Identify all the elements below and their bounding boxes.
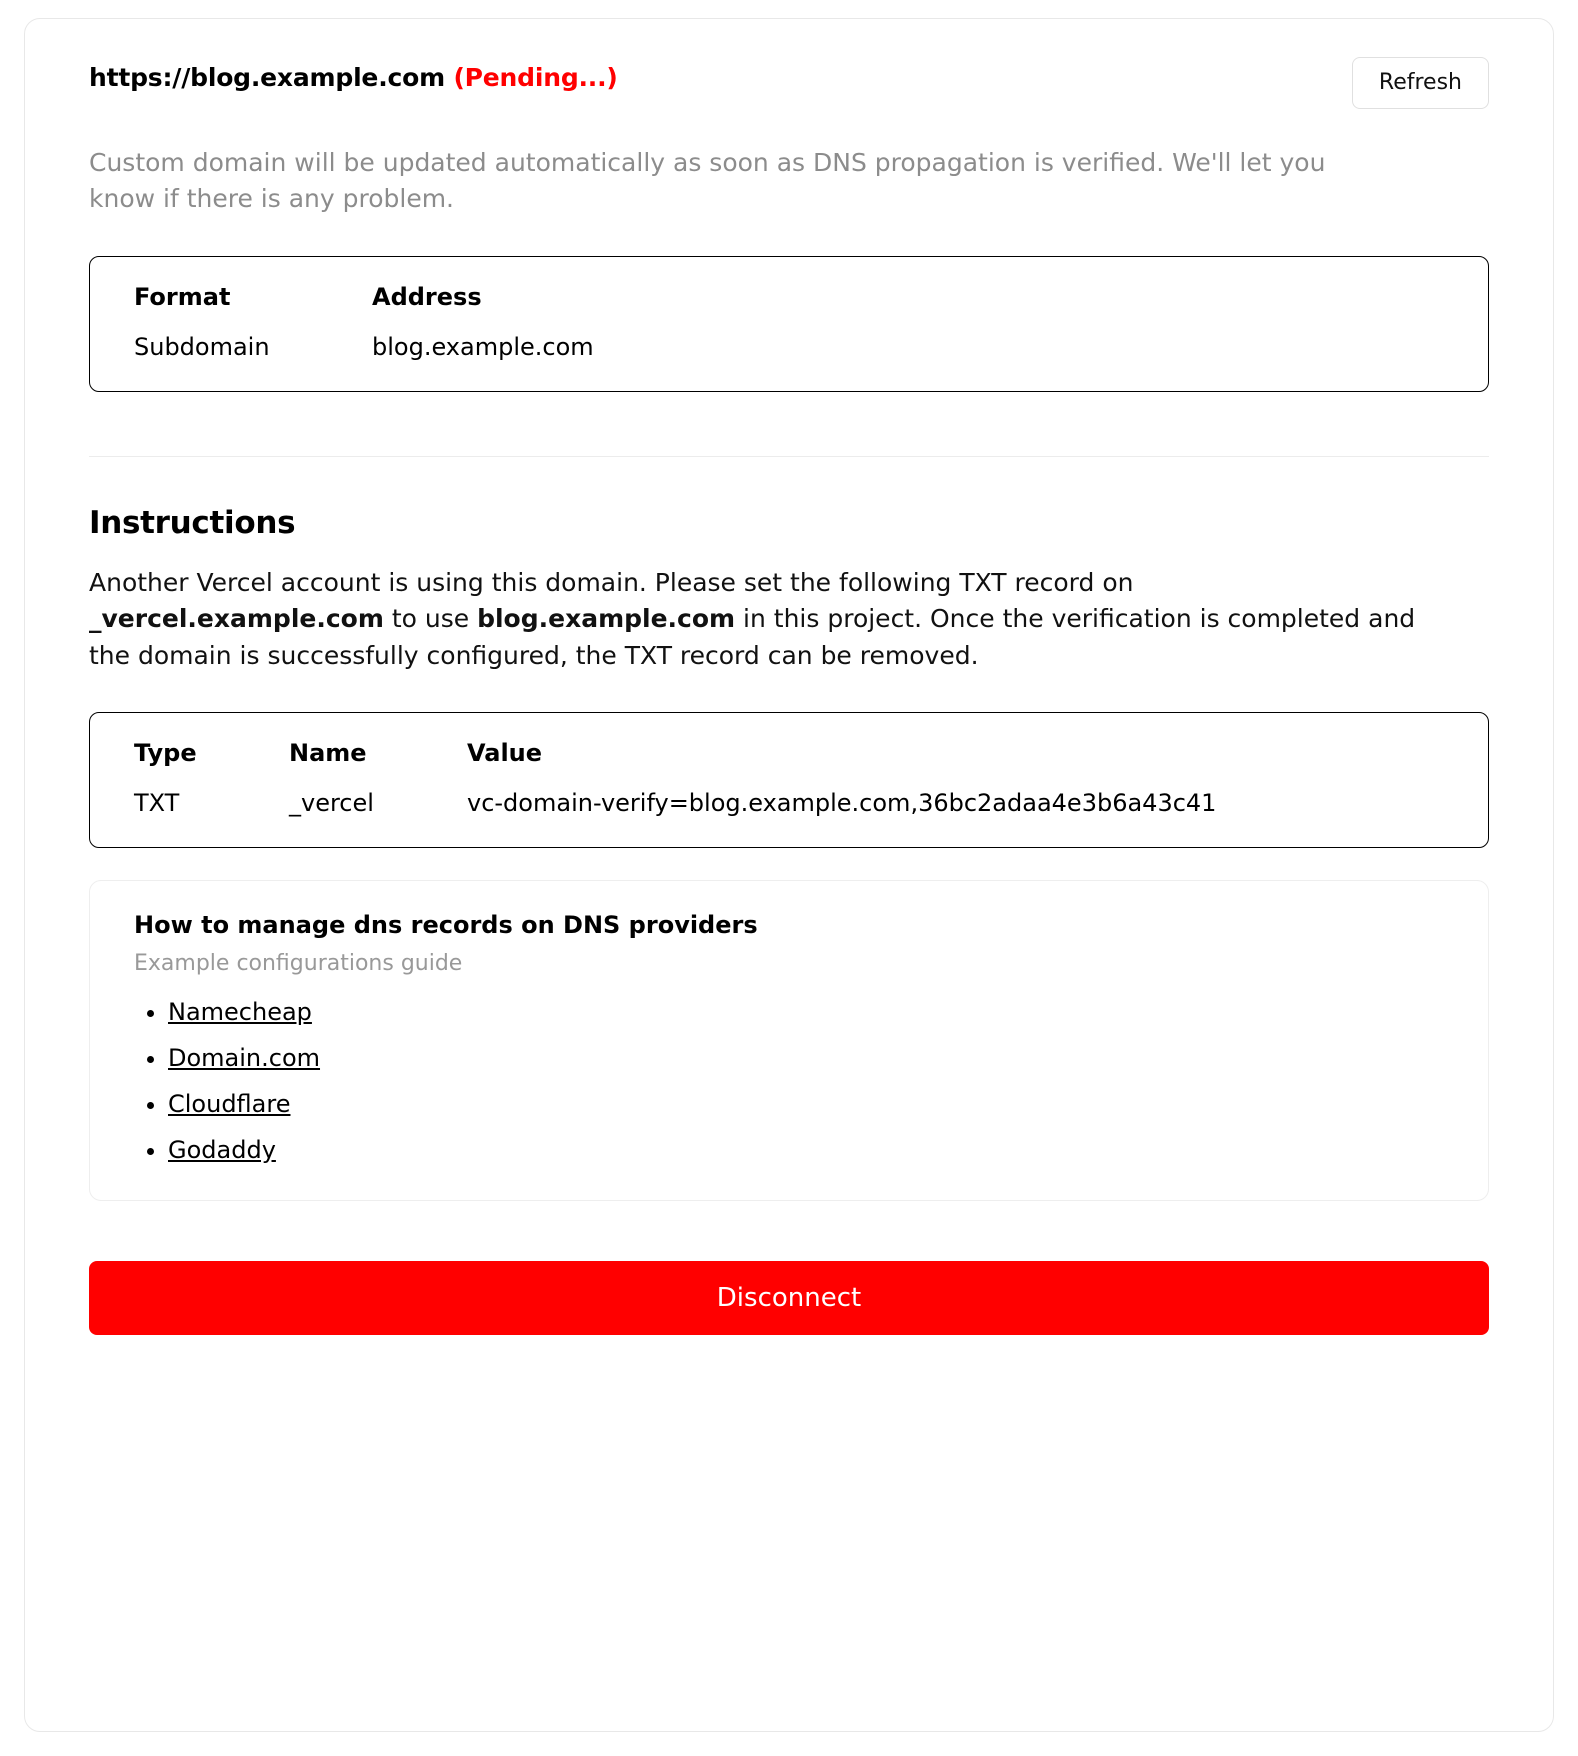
guide-link-namecheap[interactable]: Namecheap bbox=[168, 997, 312, 1026]
address-table bbox=[134, 283, 1444, 361]
instructions-title: Instructions bbox=[89, 505, 296, 541]
guide-subtitle: Example configurations guide bbox=[134, 950, 463, 976]
section-divider bbox=[89, 456, 1489, 458]
refresh-button[interactable]: Refresh bbox=[1352, 57, 1489, 109]
guide-link-domaincom[interactable]: Domain.com bbox=[168, 1043, 321, 1072]
instructions-domain: blog.example.com bbox=[477, 604, 736, 634]
guide-link-cloudflare[interactable]: Cloudflare bbox=[168, 1089, 291, 1118]
instructions-text-part2: to use bbox=[383, 604, 478, 634]
dns-record-table bbox=[134, 739, 1444, 817]
instructions-body bbox=[89, 565, 1419, 674]
disconnect-button[interactable]: Disconnect bbox=[89, 1261, 1489, 1335]
list-item bbox=[168, 998, 1444, 1026]
list-item bbox=[168, 1090, 1444, 1118]
dns-cell-value: vc-domain-verify=blog.example.com,36bc2adaa4e3b6a43c41 bbox=[467, 788, 1217, 817]
dns-table-box bbox=[89, 712, 1489, 848]
address-table-box bbox=[89, 256, 1489, 392]
table-row bbox=[134, 789, 1444, 817]
domain-config-card bbox=[24, 18, 1554, 1732]
card-header bbox=[89, 19, 1489, 109]
instructions-record-host: _vercel.example.com bbox=[89, 604, 384, 634]
instructions-text-part1: Another Vercel account is using this domain. Please set the following TXT record on bbox=[89, 568, 1134, 597]
instructions-text-part3: in this project. Once the verification is completed and the domain is successfully configured, the TXT record can be removed. bbox=[89, 604, 1416, 670]
domain-title bbox=[89, 63, 618, 93]
domain-url-text: https://blog.example.com bbox=[89, 63, 445, 92]
guide-link-list bbox=[134, 998, 1444, 1164]
list-item bbox=[168, 1136, 1444, 1164]
guide-title: How to manage dns records on DNS providers bbox=[134, 910, 758, 939]
dns-table-header-value: Value bbox=[467, 738, 543, 767]
table-row bbox=[134, 333, 1444, 361]
list-item bbox=[168, 1044, 1444, 1072]
intro-text: Custom domain will be updated automatically as soon as DNS propagation is verified. We'll let you know if there is any problem. bbox=[89, 148, 1326, 214]
address-table-header-address: Address bbox=[372, 282, 482, 311]
dns-table-header-row bbox=[134, 739, 1444, 789]
address-cell-format: Subdomain bbox=[134, 332, 270, 361]
dns-table-header-type: Type bbox=[134, 738, 197, 767]
dns-guide-box bbox=[89, 880, 1489, 1201]
address-table-header-format: Format bbox=[134, 282, 231, 311]
dns-cell-type: TXT bbox=[134, 788, 180, 817]
guide-link-godaddy[interactable]: Godaddy bbox=[168, 1135, 276, 1164]
dns-table-header-name: Name bbox=[289, 738, 367, 767]
address-cell-address: blog.example.com bbox=[372, 332, 594, 361]
dns-cell-name: _vercel bbox=[289, 788, 374, 817]
status-badge: (Pending...) bbox=[453, 63, 618, 92]
address-table-header-row bbox=[134, 283, 1444, 333]
